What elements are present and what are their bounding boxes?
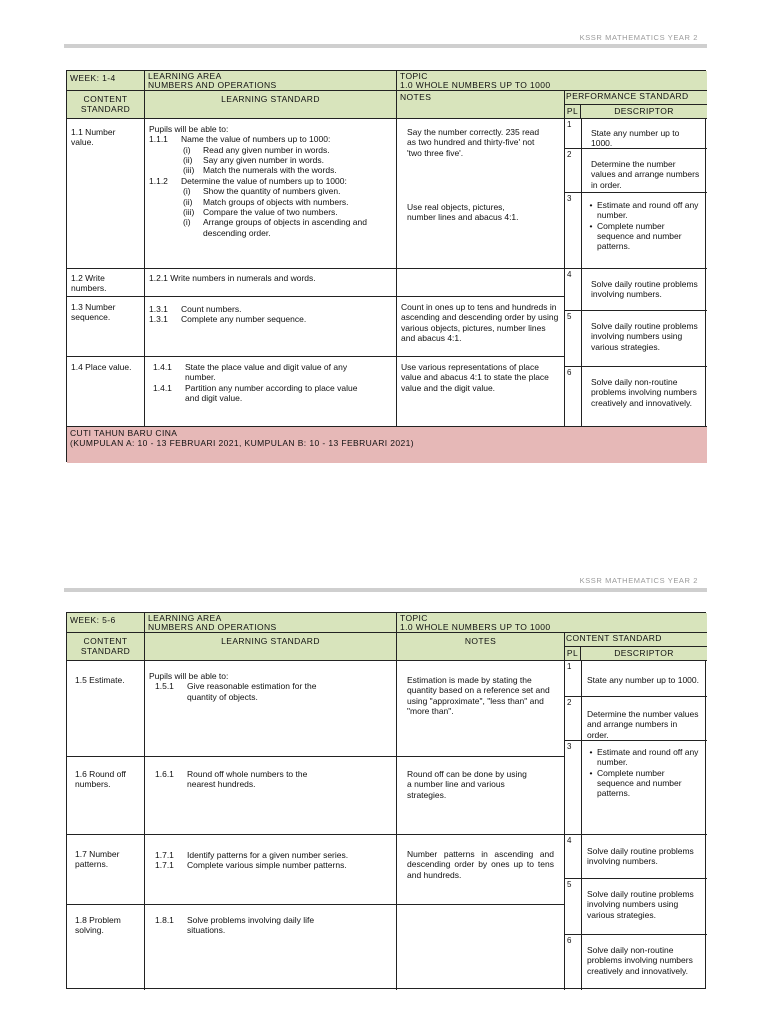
sub-item-text: Show the quantity of numbers given. <box>203 186 341 197</box>
descriptor-header: DESCRIPTOR <box>581 105 707 119</box>
pl-number: 1 <box>567 120 572 129</box>
content-1-5-text: 1.5 Estimate. <box>75 675 125 685</box>
content-1-1-text: 1.1 Number value. <box>71 127 116 148</box>
pl-number: 6 <box>567 936 572 945</box>
sub-item <box>149 197 392 207</box>
standard-1-8-1 <box>155 915 386 936</box>
pl-header: PL <box>565 105 581 119</box>
pl-number: 6 <box>567 368 572 377</box>
learning-1-8 <box>145 905 397 990</box>
notes-1-1 <box>397 119 565 269</box>
header-rule <box>64 588 707 592</box>
sub-item-text: Say any given number in words. <box>203 155 324 166</box>
learning-intro: Pupils will be able to: <box>149 124 229 134</box>
notes-1-8 <box>397 905 565 990</box>
standard-text: Complete various simple number patterns. <box>187 860 347 871</box>
notes-1-7 <box>397 835 565 905</box>
descriptor-bullet <box>585 200 701 221</box>
descriptor-text: State any number up to 1000. <box>591 128 680 149</box>
roman-numeral: (i) <box>183 217 191 228</box>
content-1-7-text: 1.7 Number patterns. <box>75 849 120 870</box>
sub-item <box>149 217 392 238</box>
roman-numeral: (iii) <box>183 206 195 217</box>
standard-number: 1.7.1 <box>155 850 174 860</box>
content-1-1 <box>67 119 145 269</box>
pl-row-2 <box>565 149 707 193</box>
content-1-2 <box>67 269 145 297</box>
notes-header: NOTES <box>397 633 565 661</box>
note-text: Use various representations of place value and abacus 4:1 to state the place value and the digit value. <box>401 362 549 393</box>
sub-item-text: Compare the value of two numbers. <box>203 206 338 217</box>
sub-item <box>149 165 392 175</box>
note-text: Use real objects, pictures, number lines and abacus 4:1. <box>407 202 519 223</box>
standard-text: Complete any number sequence. <box>181 314 307 325</box>
notes-1-2 <box>397 269 565 297</box>
standard-text: Name the value of numbers up to 1000: <box>181 134 331 145</box>
standard-number: 1.6.1 <box>155 769 174 779</box>
standard-1-6-1 <box>155 769 386 790</box>
learning-1-4 <box>145 357 397 427</box>
pl-number: 4 <box>567 270 572 279</box>
content-standard-header: CONTENT STANDARD <box>67 633 145 661</box>
notes-1-5 <box>397 661 565 757</box>
roman-numeral: (iii) <box>183 165 195 176</box>
learning-1-6 <box>145 757 397 835</box>
standard-1-5-1 <box>149 681 392 702</box>
standard-text: Round off whole numbers to the nearest hundreds. <box>187 769 308 790</box>
standard-number: 1.1.1 <box>149 134 168 145</box>
note-text: Number patterns in ascending and descending order by ones up to tens and hundreds. <box>407 849 554 880</box>
descriptor-text: Solve daily routine problems involving numbers. <box>591 279 698 300</box>
pl-row-5 <box>565 311 707 367</box>
note-text: Say the number correctly. 235 read as two hundred and thirty-five' not 'two three five'. <box>407 127 540 158</box>
standard-text: Determine the value of numbers up to 1000: <box>181 175 347 186</box>
descriptor-text: Determine the number values and arrange numbers in order. <box>587 709 699 740</box>
standard-text: Count numbers. <box>181 304 242 314</box>
standard-text: Partition any number according to place value and digit value. <box>185 382 358 404</box>
standard-1-1-1 <box>149 134 392 144</box>
pl-row-2 <box>565 697 707 741</box>
note-text: Round off can be done by using a number line and various strategies. <box>407 769 527 800</box>
header-rule <box>64 44 707 48</box>
content-1-4 <box>67 357 145 427</box>
bullet-icon: • <box>589 747 593 757</box>
standard-1-4-2 <box>153 383 388 404</box>
note-text: Estimation is made by stating the quantity based on a reference set and using "approximate", "less than" and "more than". <box>407 675 550 717</box>
week-label: WEEK: 5-6 <box>70 615 116 625</box>
standard-text: Solve problems involving daily life situations. <box>187 915 315 936</box>
content-1-3 <box>67 297 145 357</box>
pl-number: 2 <box>567 150 572 159</box>
descriptor-text: Complete number sequence and number patterns. <box>597 767 682 799</box>
pl-row-5 <box>565 879 707 935</box>
holiday-banner <box>67 427 707 463</box>
note-text: Count in ones up to tens and hundreds in ascending and descending order by using various objects, pictures, number lines and abacus 4:1. <box>401 302 559 344</box>
topic-cell <box>397 613 707 633</box>
topic-label: TOPIC <box>400 71 428 81</box>
topic-value: 1.0 WHOLE NUMBERS UP TO 1000 <box>400 622 551 633</box>
pl-number: 2 <box>567 698 572 707</box>
pl-number: 4 <box>567 836 572 845</box>
learning-intro: Pupils will be able to: <box>149 671 229 681</box>
standard-number: 1.3.1 <box>149 304 168 314</box>
sub-item <box>149 155 392 165</box>
pl-number: 3 <box>567 194 572 203</box>
pl-row-1 <box>565 119 707 149</box>
learning-standard-header: LEARNING STANDARD <box>145 633 397 661</box>
standard-text: Give reasonable estimation for the quantity of objects. <box>187 681 317 702</box>
sub-item-text: Match the numerals with the words. <box>203 165 337 176</box>
bullet-icon: • <box>589 220 593 231</box>
standard-number: 1.5.1 <box>155 681 174 692</box>
topic-cell <box>397 71 707 91</box>
descriptor-text: Complete number sequence and number patterns. <box>597 220 682 252</box>
pl-row-6 <box>565 935 707 990</box>
page-header-text: KSSR MATHEMATICS YEAR 2 <box>579 33 698 42</box>
standard-number: 1.4.1 <box>153 382 172 393</box>
descriptor-text: State any number up to 1000. <box>587 675 699 685</box>
pl-number: 1 <box>567 662 572 671</box>
learning-area-value: NUMBERS AND OPERATIONS <box>148 622 277 633</box>
content-standard-header-right: CONTENT STANDARD <box>565 633 707 647</box>
lesson-table-week-1-4 <box>66 70 706 462</box>
descriptor-bullet <box>585 747 701 768</box>
descriptor-text: Solve daily routine problems involving numbers. <box>587 846 694 867</box>
content-standard-header: CONTENT STANDARD <box>67 91 145 119</box>
content-1-3-text: 1.3 Number sequence. <box>71 302 116 323</box>
standard-1-4-1 <box>153 362 388 383</box>
content-1-8-text: 1.8 Problem solving. <box>75 915 121 936</box>
learning-area-cell <box>145 71 397 91</box>
bullet-icon: • <box>589 767 593 778</box>
sub-item <box>149 207 392 217</box>
descriptor-header: DESCRIPTOR <box>581 647 707 661</box>
learning-1-2 <box>145 269 397 297</box>
sub-item <box>149 186 392 196</box>
page-header-text: KSSR MATHEMATICS YEAR 2 <box>579 576 698 585</box>
content-1-4-text: 1.4 Place value. <box>71 362 132 372</box>
pl-row-4 <box>565 835 707 879</box>
notes-1-3 <box>397 297 565 357</box>
holiday-dates: (KUMPULAN A: 10 - 13 FEBRUARI 2021, KUMPULAN B: 10 - 13 FEBRUARI 2021) <box>70 438 415 449</box>
roman-numeral: (i) <box>183 186 191 197</box>
learning-standard-header: LEARNING STANDARD <box>145 91 397 119</box>
pl-header: PL <box>565 647 581 661</box>
pl-number: 5 <box>567 312 572 321</box>
standard-1-1-2 <box>149 176 392 186</box>
standard-number: 1.4.1 <box>153 362 172 372</box>
standard-1-3-1 <box>149 304 392 314</box>
week-cell <box>67 613 145 633</box>
pl-row-3 <box>565 193 707 269</box>
notes-1-4 <box>397 357 565 427</box>
sub-item-text: Match groups of objects with numbers. <box>203 196 349 207</box>
topic-value: 1.0 WHOLE NUMBERS UP TO 1000 <box>400 80 551 91</box>
learning-1-7 <box>145 835 397 905</box>
week-label: WEEK: 1-4 <box>70 73 116 83</box>
standard-number: 1.1.2 <box>149 175 168 186</box>
descriptor-text: Solve daily non-routine problems involving numbers creatively and innovatively. <box>587 945 693 976</box>
content-1-6 <box>67 757 145 835</box>
descriptor-list <box>585 747 701 799</box>
sub-item <box>149 145 392 155</box>
learning-area-label: LEARNING AREA <box>148 71 222 81</box>
roman-numeral: (ii) <box>183 155 193 166</box>
descriptor-text: Determine the number values and arrange numbers in order. <box>591 159 700 190</box>
standard-text: Identify patterns for a given number series. <box>187 850 349 860</box>
learning-1-5 <box>145 661 397 757</box>
standard-number: 1.8.1 <box>155 915 174 925</box>
lesson-table-week-5-6 <box>66 612 706 989</box>
descriptor-text: Solve daily routine problems involving numbers using various strategies. <box>587 889 694 920</box>
standard-number: 1.3.1 <box>149 314 168 325</box>
pl-number: 3 <box>567 742 572 751</box>
roman-numeral: (i) <box>183 144 191 155</box>
content-1-5 <box>67 661 145 757</box>
learning-1-1 <box>145 119 397 269</box>
standard-1-7-2 <box>155 860 386 870</box>
holiday-title: CUTI TAHUN BARU CINA <box>70 428 178 438</box>
roman-numeral: (ii) <box>183 196 193 207</box>
learning-1-3 <box>145 297 397 357</box>
pl-row-6 <box>565 367 707 427</box>
descriptor-text: Solve daily non-routine problems involving numbers creatively and innovatively. <box>591 377 697 408</box>
notes-1-6 <box>397 757 565 835</box>
sub-item-text: Read any given number in words. <box>203 144 330 155</box>
week-cell <box>67 71 145 91</box>
standard-1-7-1 <box>155 850 386 860</box>
sub-item-text: Arrange groups of objects in ascending and descending order. <box>203 217 367 238</box>
performance-standard-header: PERFORMANCE STANDARD <box>565 91 707 105</box>
content-1-2-text: 1.2 Write numbers. <box>71 273 107 294</box>
descriptor-text: Estimate and round off any number. <box>597 200 699 221</box>
content-1-6-text: 1.6 Round off numbers. <box>75 769 126 790</box>
learning-area-label: LEARNING AREA <box>148 613 222 623</box>
topic-label: TOPIC <box>400 613 428 623</box>
content-1-8 <box>67 905 145 990</box>
learning-area-cell <box>145 613 397 633</box>
bullet-icon: • <box>589 200 593 210</box>
pl-row-3 <box>565 741 707 835</box>
descriptor-list <box>585 200 701 252</box>
pl-row-4 <box>565 269 707 311</box>
notes-header: NOTES <box>397 91 565 119</box>
descriptor-bullet <box>585 768 701 799</box>
standard-number: 1.7.1 <box>155 860 174 871</box>
standard-text: 1.2.1 Write numbers in numerals and words. <box>149 273 316 283</box>
content-1-7 <box>67 835 145 905</box>
descriptor-text: Estimate and round off any number. <box>597 747 699 768</box>
descriptor-bullet <box>585 221 701 252</box>
learning-area-value: NUMBERS AND OPERATIONS <box>148 80 277 91</box>
pl-number: 5 <box>567 880 572 889</box>
standard-1-3-2 <box>149 314 392 324</box>
pl-row-1 <box>565 661 707 697</box>
descriptor-text: Solve daily routine problems involving numbers using various strategies. <box>591 321 698 352</box>
standard-text: State the place value and digit value of any number. <box>185 362 348 383</box>
